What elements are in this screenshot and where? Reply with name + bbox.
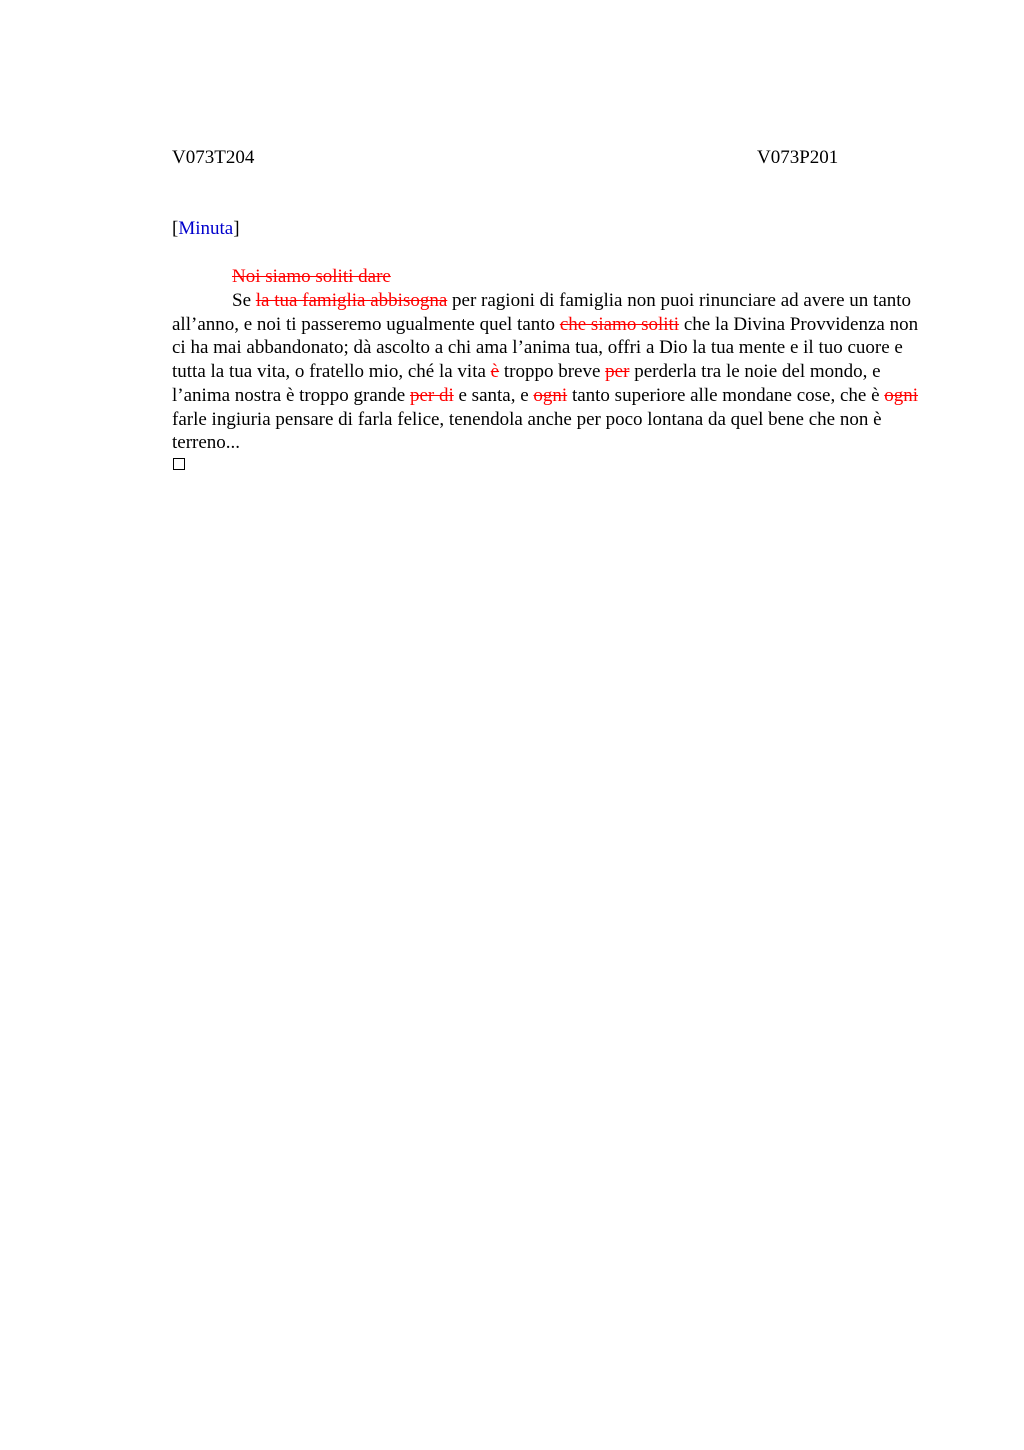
deleted-line: Noi siamo soliti dare <box>232 266 391 287</box>
letter-paragraph <box>172 289 928 455</box>
text-segment: farle ingiuria pensare di farla felice, tenendola anche per poco lontana da quel bene che non è terreno... <box>172 408 882 454</box>
document-code-left: V073T204 <box>172 147 255 168</box>
empty-box-icon <box>173 458 185 470</box>
deleted-text: per di <box>409 384 454 406</box>
text-segment: perderla tra le noie del mondo, e l’anima nostra è troppo grande <box>172 361 881 406</box>
heading-open-bracket: [ <box>172 218 179 239</box>
document-header <box>172 146 928 170</box>
deleted-text: la tua famiglia abbisogna <box>255 290 448 311</box>
text-segment: e santa, e <box>453 384 534 406</box>
heading-close-bracket: ] <box>233 218 240 239</box>
document-code-right: V073P201 <box>757 147 839 168</box>
text-segment: Se <box>232 290 256 311</box>
text-segment: tanto superiore alle mondane cose, che è <box>567 384 885 406</box>
deleted-text: è <box>490 361 500 383</box>
text-segment: troppo breve <box>499 361 606 383</box>
heading-label: Minuta <box>178 218 234 239</box>
deleted-text: ogni <box>533 384 568 406</box>
deleted-text: che siamo soliti <box>559 313 680 335</box>
deleted-text: per <box>605 361 630 383</box>
section-heading <box>172 217 240 241</box>
text-segment: che la Divina Provvidenza non ci ha mai abbandonato; dà ascolto a chi ama l’anima tua, offri a Dio la tua mente e il tuo cuore e tutta la tua vita, o fratello mio, ché la vita <box>172 313 919 383</box>
deleted-text: ogni <box>884 384 919 406</box>
text-segment: per ragioni di famiglia non puoi rinunciare ad avere un tanto all’anno, e noi ti passeremo ugualmente quel tanto <box>172 290 912 335</box>
